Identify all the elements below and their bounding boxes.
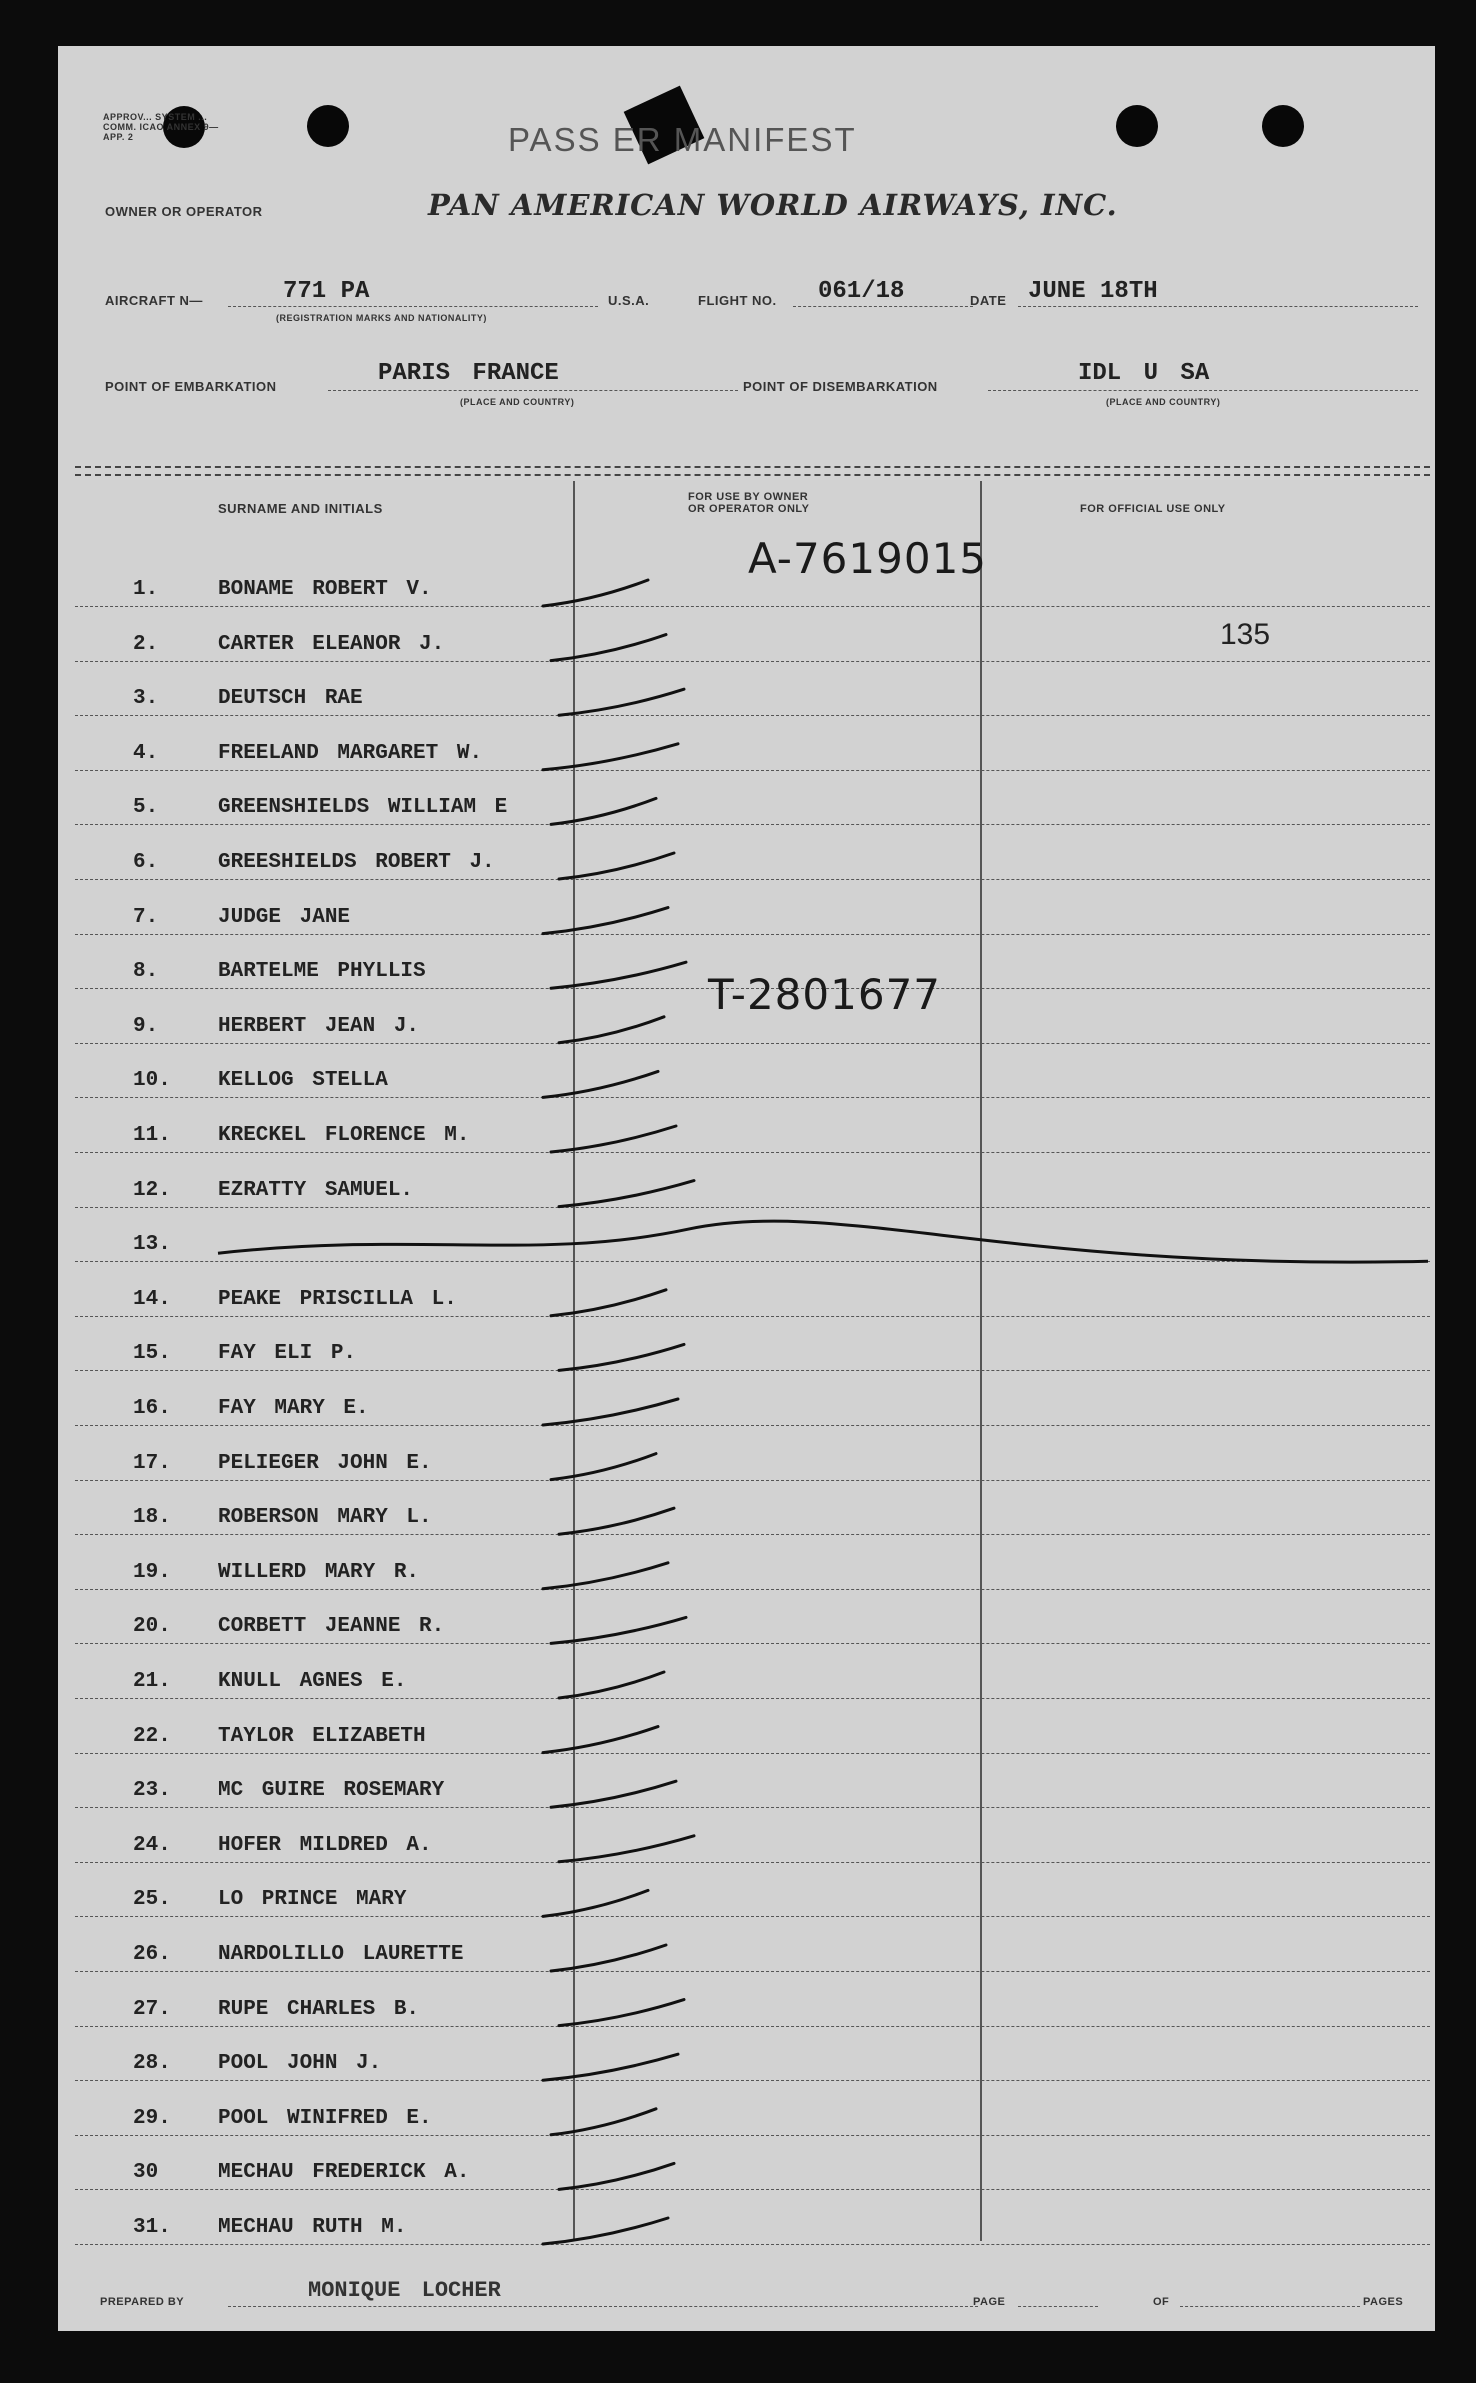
punch-hole	[307, 105, 349, 147]
passenger-name: DEUTSCH RAE	[218, 687, 363, 711]
handwritten-code-2: T-2801677	[708, 970, 942, 1019]
row-rule	[75, 2080, 1430, 2081]
row-rule	[75, 1807, 1430, 1808]
row-rule	[75, 1152, 1430, 1153]
passenger-name: WILLERD MARY R.	[218, 1560, 420, 1584]
row-rule	[75, 1698, 1430, 1699]
row-rule	[75, 1643, 1430, 1644]
passenger-name: BONAME ROBERT V.	[218, 578, 432, 601]
embarkation-label: POINT OF EMBARKATION	[105, 379, 277, 394]
date-label: DATE	[970, 293, 1007, 308]
passenger-number: 24.	[133, 1833, 171, 1857]
table-top-rule	[75, 474, 1430, 476]
row-rule	[75, 824, 1430, 825]
embarkation-caption: (PLACE AND COUNTRY)	[460, 397, 575, 407]
passenger-name: LO PRINCE MARY	[218, 1888, 407, 1912]
passenger-number: 18.	[133, 1506, 171, 1530]
registration-caption: (REGISTRATION MARKS AND NATIONALITY)	[276, 313, 487, 323]
column-header-owner-1: FOR USE BY OWNER	[688, 491, 809, 503]
passenger-number: 19.	[133, 1560, 171, 1584]
row-rule	[75, 1370, 1430, 1371]
passenger-number: 22.	[133, 1724, 171, 1748]
row-rule	[75, 1753, 1430, 1754]
passenger-number: 13.	[133, 1233, 171, 1257]
row-rule	[75, 1862, 1430, 1863]
row-rule	[75, 661, 1430, 662]
handwritten-code-1: A-7619015	[748, 534, 988, 583]
passenger-number: 1.	[133, 578, 159, 601]
owner-label: OWNER OR OPERATOR	[105, 204, 263, 219]
disembarkation-caption: (PLACE AND COUNTRY)	[1106, 397, 1221, 407]
row-rule	[75, 934, 1430, 935]
row-rule	[75, 2189, 1430, 2190]
row-rule	[75, 1480, 1430, 1481]
punch-hole	[1116, 105, 1158, 147]
row-rule	[75, 1207, 1430, 1208]
passenger-number: 20.	[133, 1615, 171, 1639]
row-rule	[75, 2244, 1430, 2245]
column-divider	[980, 481, 982, 2241]
passenger-name: POOL WINIFRED E.	[218, 2106, 432, 2130]
passenger-number: 12.	[133, 1178, 171, 1202]
passenger-number: 29.	[133, 2106, 171, 2130]
row-rule	[75, 1534, 1430, 1535]
column-header-names: SURNAME AND INITIALS	[218, 501, 383, 516]
passenger-name: PEAKE PRISCILLA L.	[218, 1287, 457, 1311]
date-value: JUNE 18TH	[1028, 278, 1158, 305]
passenger-number: 15.	[133, 1342, 171, 1366]
flight-value: 061/18	[818, 278, 905, 305]
row-rule	[75, 770, 1430, 771]
owner-value: PAN AMERICAN WORLD AIRWAYS, INC.	[428, 188, 1118, 222]
table-top-rule	[75, 466, 1430, 468]
usa-label: U.S.A.	[608, 293, 650, 308]
passenger-number: 26.	[133, 1943, 171, 1966]
passenger-number: 11.	[133, 1124, 171, 1147]
passenger-name: ROBERSON MARY L.	[218, 1506, 432, 1530]
passenger-name: FAY MARY E.	[218, 1397, 369, 1420]
passenger-name: JUDGE JANE	[218, 905, 351, 929]
row-rule	[75, 2135, 1430, 2136]
passenger-number: 23.	[133, 1779, 171, 1803]
row-rule	[75, 1316, 1430, 1317]
passenger-name: NARDOLILLO LAURETTE	[218, 1943, 464, 1966]
flight-label: FLIGHT NO.	[698, 293, 777, 308]
passenger-name: KELLOG STELLA	[218, 1069, 388, 1093]
passenger-name: CARTER ELEANOR J.	[218, 632, 445, 656]
disembarkation-line	[988, 390, 1418, 391]
passenger-name: KRECKEL FLORENCE M.	[218, 1124, 470, 1147]
passenger-name: CORBETT JEANNE R.	[218, 1615, 445, 1639]
prepared-by-label: PREPARED BY	[100, 2296, 185, 2308]
document-title: PASS ER MANIFEST	[508, 121, 857, 158]
passenger-number: 16.	[133, 1397, 171, 1420]
passenger-name: GREESHIELDS ROBERT J.	[218, 851, 495, 874]
passenger-name: TAYLOR ELIZABETH	[218, 1724, 426, 1748]
passenger-number: 25.	[133, 1888, 171, 1912]
passenger-number: 17.	[133, 1451, 171, 1475]
row-rule	[75, 715, 1430, 716]
page-line	[1018, 2306, 1098, 2307]
passenger-name: MECHAU FREDERICK A.	[218, 2161, 470, 2185]
passenger-name: HOFER MILDRED A.	[218, 1833, 432, 1857]
passenger-number: 31.	[133, 2216, 171, 2239]
passenger-name: FREELAND MARGARET W.	[218, 741, 483, 765]
passenger-number: 8.	[133, 960, 159, 984]
prepared-by-line	[228, 2306, 978, 2307]
flight-line	[793, 306, 973, 307]
pages-label: PAGES	[1363, 2296, 1404, 2308]
passenger-name: POOL JOHN J.	[218, 2052, 382, 2076]
embarkation-value: PARIS FRANCE	[378, 360, 559, 387]
passenger-name: HERBERT JEAN J.	[218, 1014, 420, 1038]
row-rule	[75, 1971, 1430, 1972]
passenger-number: 30	[133, 2161, 159, 2185]
of-label: OF	[1153, 2296, 1170, 2308]
passenger-number: 28.	[133, 2052, 171, 2076]
passenger-number: 4.	[133, 741, 159, 765]
embarkation-line	[328, 390, 738, 391]
passenger-number: 21.	[133, 1670, 171, 1693]
punch-hole	[1262, 105, 1304, 147]
passenger-number: 9.	[133, 1014, 159, 1038]
disembarkation-label: POINT OF DISEMBARKATION	[743, 379, 938, 394]
aircraft-line	[228, 306, 598, 307]
row-rule	[75, 2026, 1430, 2027]
aircraft-value: 771 PA	[283, 278, 370, 305]
passenger-number: 7.	[133, 905, 159, 929]
passenger-name: RUPE CHARLES B.	[218, 1997, 420, 2021]
passenger-number: 27.	[133, 1997, 171, 2021]
row-rule	[75, 606, 1430, 607]
passenger-number: 14.	[133, 1287, 171, 1311]
row-rule	[75, 879, 1430, 880]
row-rule	[75, 1589, 1430, 1590]
passenger-name: BARTELME PHYLLIS	[218, 960, 426, 984]
manifest-page	[58, 46, 1435, 2331]
passenger-name: EZRATTY SAMUEL.	[218, 1178, 414, 1202]
passenger-name: GREENSHIELDS WILLIAM E	[218, 796, 508, 820]
passenger-name: PELIEGER JOHN E.	[218, 1451, 432, 1475]
passenger-name: MC GUIRE ROSEMARY	[218, 1779, 445, 1803]
page-label: PAGE	[973, 2296, 1006, 2308]
official-number: 135	[1220, 618, 1271, 651]
passenger-number: 10.	[133, 1069, 171, 1093]
passenger-number: 6.	[133, 851, 159, 874]
of-line	[1180, 2306, 1360, 2307]
disembarkation-value: IDL U SA	[1078, 360, 1210, 387]
column-divider	[573, 481, 575, 2241]
row-rule	[75, 1916, 1430, 1917]
passenger-number: 3.	[133, 687, 159, 711]
row-rule	[75, 1425, 1430, 1426]
aircraft-label: AIRCRAFT N—	[105, 293, 203, 308]
approval-note: APPROV... SYSTEM ... COMM. ICAO ANNEX 9—APP. 2	[103, 112, 219, 142]
row-rule	[75, 1261, 1430, 1262]
column-header-owner-2: OR OPERATOR ONLY	[688, 503, 810, 515]
prepared-by-value: MONIQUE LOCHER	[308, 2278, 501, 2303]
date-line	[1018, 306, 1418, 307]
passenger-name: MECHAU RUTH M.	[218, 2216, 407, 2239]
passenger-name: KNULL AGNES E.	[218, 1670, 407, 1693]
row-rule	[75, 1097, 1430, 1098]
column-header-official: FOR OFFICIAL USE ONLY	[1080, 503, 1226, 515]
passenger-name: FAY ELI P.	[218, 1342, 357, 1366]
passenger-number: 2.	[133, 632, 159, 656]
passenger-number: 5.	[133, 796, 159, 820]
row-rule	[75, 1043, 1430, 1044]
